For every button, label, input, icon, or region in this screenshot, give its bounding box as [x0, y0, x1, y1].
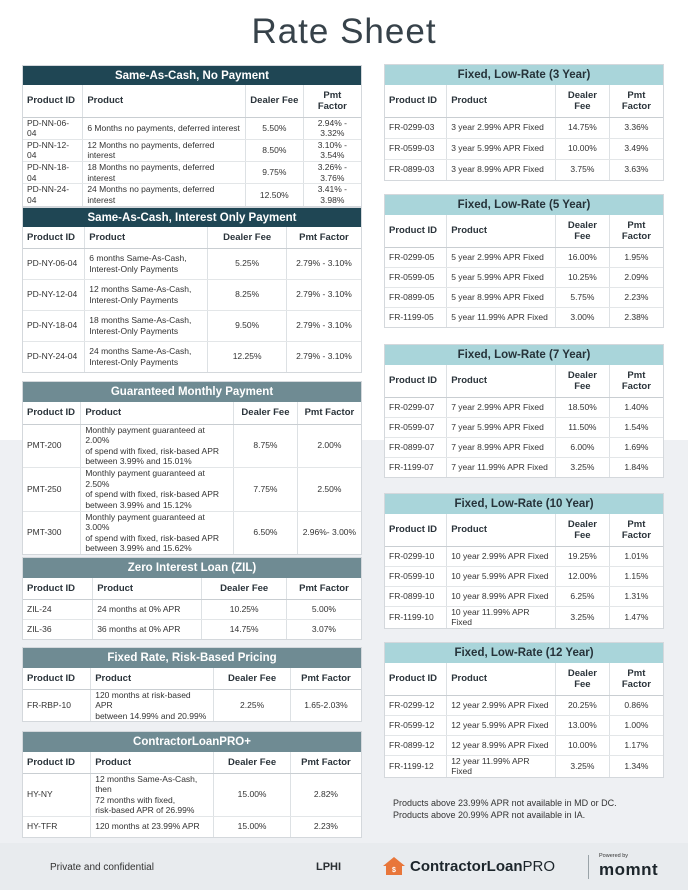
table-row — [23, 619, 361, 639]
header-row — [23, 668, 361, 689]
table-row — [23, 248, 361, 279]
table-row — [385, 755, 663, 777]
column-header: Product ID — [23, 578, 93, 599]
table-row — [385, 397, 663, 417]
product-cell: 7 year 5.99% APR Fixed — [447, 417, 556, 437]
dealer-fee-cell: 15.00% — [214, 773, 291, 817]
rate-table — [23, 578, 361, 639]
pmt-factor-cell: 1.17% — [609, 735, 663, 755]
product-id-cell: FR-0899-12 — [385, 735, 447, 755]
rate-table — [23, 752, 361, 837]
pmt-factor-cell: 3.10% - 3.54% — [303, 139, 361, 161]
table-row — [23, 817, 361, 837]
table-row — [385, 247, 663, 267]
product-cell: 6 months Same-As-Cash, Interest-Only Payments — [85, 248, 208, 279]
dealer-fee-cell: 5.75% — [556, 287, 610, 307]
table-row — [385, 586, 663, 606]
column-header: Pmt Factor — [609, 663, 663, 695]
pmt-factor-cell: 2.96%- 3.00% — [297, 511, 361, 554]
product-id-cell: PD-NY-24-04 — [27, 351, 78, 362]
product-id-cell: PD-NN-24-04 — [27, 184, 70, 205]
same-as-cash-no-payment-table — [22, 65, 362, 207]
powered-by-label: Powered by — [599, 853, 629, 859]
fixed-low-rate-10-year-table — [384, 493, 664, 629]
fixed-rate-risk-based-pricing-table — [22, 647, 362, 722]
pmt-factor-cell: 1.01% — [609, 546, 663, 566]
pmt-factor-cell: 2.00% — [297, 424, 361, 468]
dealer-fee-cell: 5.50% — [245, 117, 303, 139]
dealer-fee-cell: 6.50% — [234, 511, 298, 554]
pmt-factor-cell: 2.23% — [290, 817, 361, 837]
table-row — [23, 511, 361, 554]
dealer-fee-cell: 2.25% — [214, 689, 291, 721]
header-row — [385, 514, 663, 546]
product-cell: 12 months Same-As-Cash, Interest-Only Payments — [85, 279, 208, 310]
dealer-fee-cell: 8.75% — [234, 424, 298, 468]
pmt-factor-cell: 0.86% — [609, 695, 663, 715]
dealer-fee-cell: 8.50% — [245, 139, 303, 161]
note-line: Products above 23.99% APR not available in MD or DC. — [393, 798, 617, 808]
dealer-fee-cell: 14.75% — [202, 619, 286, 639]
rate-table — [23, 85, 361, 206]
dealer-fee-cell: 3.25% — [556, 457, 610, 477]
dealer-fee-cell: 12.25% — [208, 341, 287, 372]
product-id-cell: PMT-200 — [23, 424, 81, 468]
product-cell: 10 year 5.99% APR Fixed — [447, 566, 556, 586]
product-cell: 5 year 11.99% APR Fixed — [447, 307, 556, 327]
pmt-factor-cell: 3.07% — [286, 619, 361, 639]
header-row — [385, 663, 663, 695]
table-row — [23, 599, 361, 619]
header-row — [23, 402, 361, 424]
table-title: Fixed, Low-Rate (10 Year) — [385, 494, 663, 514]
table-title: Fixed, Low-Rate (7 Year) — [385, 345, 663, 365]
pmt-factor-cell: 1.15% — [609, 566, 663, 586]
column-header: Dealer Fee — [245, 85, 303, 117]
pmt-factor-cell: 2.23% — [609, 287, 663, 307]
column-header: Product ID — [385, 85, 447, 117]
product-id-cell: PMT-250 — [23, 468, 81, 512]
pmt-factor-cell: 2.09% — [609, 267, 663, 287]
product-id-cell: FR-1199-12 — [389, 760, 434, 771]
rate-table — [385, 514, 663, 628]
product-id-cell: PD-NY-12-04 — [23, 279, 85, 310]
table-row — [385, 307, 663, 327]
table-row — [23, 162, 361, 184]
product-cell: Monthly payment guaranteed at 2.50% of spend with fixed, risk-based APR between 3.99% and 15.12% — [81, 468, 234, 512]
dealer-fee-cell: 8.25% — [208, 279, 287, 310]
product-cell: 12 year 11.99% APR Fixed — [447, 755, 556, 777]
dealer-fee-cell: 12.00% — [556, 566, 610, 586]
product-cell: Monthly payment guaranteed at 2.00% of spend with fixed, risk-based APR between 3.99% and 15.01% — [81, 424, 234, 468]
product-cell: 5 year 8.99% APR Fixed — [447, 287, 556, 307]
confidential-label: Private and confidential — [50, 862, 154, 873]
contractorloanpro-table — [22, 731, 362, 838]
pmt-factor-cell: 1.65-2.03% — [290, 689, 361, 721]
column-header: Pmt Factor — [609, 514, 663, 546]
table-row — [23, 279, 361, 310]
product-cell: 5 year 5.99% APR Fixed — [447, 267, 556, 287]
pmt-factor-cell: 1.31% — [609, 586, 663, 606]
table-title: Fixed, Low-Rate (12 Year) — [385, 643, 663, 663]
product-cell: 120 months at 23.99% APR — [91, 817, 214, 837]
product-id-cell: HY-NY — [23, 773, 91, 817]
header-row — [385, 215, 663, 247]
table-row — [385, 159, 663, 180]
dealer-fee-cell: 19.25% — [556, 546, 610, 566]
product-cell: 24 months at 0% APR — [93, 599, 202, 619]
column-header: Pmt Factor — [290, 668, 361, 689]
column-header: Pmt Factor — [303, 85, 361, 117]
table-row — [385, 417, 663, 437]
column-header: Product — [83, 85, 246, 117]
pmt-factor-cell: 1.95% — [609, 247, 663, 267]
column-header: Product — [93, 578, 202, 599]
pmt-factor-cell: 1.34% — [609, 755, 663, 777]
product-id-cell: FR-0599-05 — [385, 267, 447, 287]
dealer-fee-cell: 16.00% — [556, 247, 610, 267]
column-header: Product — [81, 402, 234, 424]
column-header: Pmt Factor — [286, 578, 361, 599]
dealer-fee-cell: 10.25% — [202, 599, 286, 619]
column-header: Dealer Fee — [208, 227, 287, 248]
guaranteed-monthly-payment-table — [22, 381, 362, 555]
table-row — [385, 287, 663, 307]
rate-table — [23, 227, 361, 372]
dealer-fee-cell: 3.25% — [556, 606, 610, 628]
rate-table — [385, 663, 663, 777]
header-row — [23, 752, 361, 773]
house-logo-icon — [382, 856, 406, 876]
dealer-fee-cell: 7.75% — [234, 468, 298, 512]
product-cell: 5 year 2.99% APR Fixed — [447, 247, 556, 267]
table-title: Guaranteed Monthly Payment — [23, 382, 361, 402]
note-line: Products above 20.99% APR not available in IA. — [393, 810, 586, 820]
dealer-fee-cell: 12.50% — [245, 184, 303, 206]
product-cell: 18 Months no payments, deferred interest — [83, 162, 246, 184]
column-header: Product ID — [23, 668, 91, 689]
pmt-factor-cell: 1.40% — [609, 397, 663, 417]
column-header: Product — [447, 365, 556, 397]
pmt-factor-cell: 1.00% — [609, 715, 663, 735]
table-title: Same-As-Cash, No Payment — [23, 66, 361, 85]
svg-text:$: $ — [392, 867, 396, 874]
table-row — [385, 457, 663, 477]
product-cell: 3 year 5.99% APR Fixed — [447, 138, 556, 159]
column-header: Product — [447, 514, 556, 546]
table-row — [23, 184, 361, 206]
dealer-fee-cell: 9.75% — [245, 162, 303, 184]
dealer-fee-cell: 10.00% — [556, 138, 610, 159]
header-row — [23, 578, 361, 599]
table-title: Fixed Rate, Risk-Based Pricing — [23, 648, 361, 668]
table-row — [385, 138, 663, 159]
product-cell: 7 year 2.99% APR Fixed — [447, 397, 556, 417]
product-id-cell: FR-0599-03 — [385, 138, 447, 159]
product-cell: 12 year 8.99% APR Fixed — [447, 735, 556, 755]
product-id-cell: FR-1199-07 — [389, 461, 434, 472]
dealer-fee-cell: 13.00% — [556, 715, 610, 735]
pmt-factor-cell: 2.79% - 3.10% — [286, 248, 361, 279]
dealer-fee-cell: 3.75% — [556, 159, 610, 180]
table-title: Fixed, Low-Rate (3 Year) — [385, 65, 663, 85]
page-title: Rate Sheet — [251, 12, 437, 51]
dealer-fee-cell: 6.00% — [556, 437, 610, 457]
same-as-cash-interest-only-payment-table — [22, 207, 362, 373]
product-id-cell: FR-0899-10 — [385, 586, 447, 606]
dealer-fee-cell: 18.50% — [556, 397, 610, 417]
product-id-cell: FR-0899-03 — [389, 164, 435, 175]
column-header: Product ID — [385, 514, 447, 546]
lphi-logo: LPHI — [316, 861, 342, 873]
product-id-cell: PD-NN-06-04 — [23, 117, 83, 139]
dealer-fee-cell: 11.50% — [556, 417, 610, 437]
product-cell: 3 year 2.99% APR Fixed — [447, 117, 556, 138]
column-header: Product — [447, 663, 556, 695]
product-cell: 12 months Same-As-Cash, then 72 months with fixed, risk-based APR of 26.99% — [91, 773, 214, 817]
table-title: Same-As-Cash, Interest Only Payment — [23, 208, 361, 227]
table-row — [23, 310, 361, 341]
table-row — [385, 267, 663, 287]
product-cell: 24 months Same-As-Cash, Interest-Only Payments — [85, 341, 208, 372]
dealer-fee-cell: 3.00% — [556, 307, 610, 327]
product-id-cell: FR-0299-05 — [385, 247, 447, 267]
column-header: Product ID — [23, 227, 85, 248]
table-row — [23, 689, 361, 721]
product-cell: 18 months Same-As-Cash, Interest-Only Payments — [85, 310, 208, 341]
pmt-factor-cell: 2.79% - 3.10% — [286, 341, 361, 372]
fixed-low-rate-12-year-table — [384, 642, 664, 778]
brand-name: ContractorLoanPRO — [410, 857, 556, 875]
pmt-factor-cell: 3.63% — [609, 159, 663, 180]
pmt-factor-cell: 3.36% — [609, 117, 663, 138]
pmt-factor-cell: 3.26% - 3.76% — [303, 162, 361, 184]
column-header: Product ID — [385, 663, 447, 695]
table-row — [23, 139, 361, 161]
product-cell: 10 year 11.99% APR Fixed — [447, 606, 556, 628]
fixed-low-rate-7-year-table — [384, 344, 664, 478]
table-row — [385, 735, 663, 755]
availability-notes — [393, 797, 617, 821]
table-title: ContractorLoanPRO+ — [23, 732, 361, 752]
product-id-cell: FR-0899-07 — [385, 437, 447, 457]
pmt-factor-cell: 2.94% - 3.32% — [303, 117, 361, 139]
column-header: Pmt Factor — [609, 365, 663, 397]
rate-table — [385, 85, 663, 180]
product-id-cell: PMT-300 — [27, 527, 62, 538]
product-id-cell: ZIL-36 — [27, 623, 52, 634]
pmt-factor-cell: 2.82% — [290, 773, 361, 817]
table-row — [385, 117, 663, 138]
dealer-fee-cell: 20.25% — [556, 695, 610, 715]
product-cell: 10 year 2.99% APR Fixed — [447, 546, 556, 566]
pmt-factor-cell: 5.00% — [286, 599, 361, 619]
product-id-cell: FR-0599-10 — [385, 566, 447, 586]
pmt-factor-cell: 2.50% — [297, 468, 361, 512]
product-id-cell: FR-0899-05 — [385, 287, 447, 307]
dealer-fee-cell: 14.75% — [556, 117, 610, 138]
table-row — [385, 715, 663, 735]
column-header: Product — [447, 85, 556, 117]
column-header: Product ID — [23, 752, 91, 773]
pmt-factor-cell: 3.49% — [609, 138, 663, 159]
zero-interest-loan-zil-table — [22, 557, 362, 640]
fixed-low-rate-5-year-table — [384, 194, 664, 328]
product-id-cell: ZIL-24 — [23, 599, 93, 619]
product-id-cell: FR-0299-12 — [385, 695, 447, 715]
table-title: Fixed, Low-Rate (5 Year) — [385, 195, 663, 215]
column-header: Dealer Fee — [214, 752, 291, 773]
product-id-cell: PD-NN-18-04 — [23, 162, 83, 184]
product-cell: 12 Months no payments, deferred interest — [83, 139, 246, 161]
table-row — [385, 437, 663, 457]
column-header: Product ID — [385, 365, 447, 397]
dealer-fee-cell: 10.25% — [556, 267, 610, 287]
pmt-factor-cell: 2.79% - 3.10% — [286, 310, 361, 341]
momnt-logo: momnt — [599, 860, 659, 879]
column-header: Product ID — [23, 85, 83, 117]
product-id-cell: HY-TFR — [27, 821, 58, 832]
column-header: Product — [447, 215, 556, 247]
product-id-cell: FR-0299-03 — [385, 117, 447, 138]
rate-table — [385, 215, 663, 327]
dealer-fee-cell: 10.00% — [556, 735, 610, 755]
product-id-cell: FR-0599-07 — [385, 417, 447, 437]
table-row — [385, 606, 663, 628]
column-header: Product — [91, 752, 214, 773]
product-cell: 6 Months no payments, deferred interest — [83, 117, 246, 139]
column-header: Dealer Fee — [556, 215, 610, 247]
pmt-factor-cell: 2.79% - 3.10% — [286, 279, 361, 310]
product-id-cell: PD-NN-12-04 — [23, 139, 83, 161]
column-header: Pmt Factor — [297, 402, 361, 424]
column-header: Product ID — [385, 215, 447, 247]
column-header: Product ID — [23, 402, 81, 424]
product-cell: 24 Months no payments, deferred interest — [83, 184, 246, 206]
product-id-cell: FR-1199-05 — [389, 311, 434, 322]
column-header: Product — [85, 227, 208, 248]
footer — [0, 843, 688, 890]
pmt-factor-cell: 1.47% — [609, 606, 663, 628]
product-id-cell: FR-0299-10 — [385, 546, 447, 566]
product-cell: 7 year 11.99% APR Fixed — [447, 457, 556, 477]
product-cell: 10 year 8.99% APR Fixed — [447, 586, 556, 606]
pmt-factor-cell: 1.54% — [609, 417, 663, 437]
column-header: Dealer Fee — [234, 402, 298, 424]
table-title: Zero Interest Loan (ZIL) — [23, 558, 361, 578]
header-row — [23, 85, 361, 117]
product-id-cell: FR-1199-10 — [389, 611, 434, 622]
column-header: Pmt Factor — [609, 85, 663, 117]
product-cell: 7 year 8.99% APR Fixed — [447, 437, 556, 457]
logo-divider — [588, 855, 589, 879]
product-id-cell: FR-0299-07 — [385, 397, 447, 417]
table-row — [385, 566, 663, 586]
rate-table — [23, 402, 361, 554]
product-cell: 12 year 5.99% APR Fixed — [447, 715, 556, 735]
contractorloanpro-logo — [382, 856, 555, 876]
column-header: Dealer Fee — [556, 85, 610, 117]
column-header: Dealer Fee — [556, 663, 610, 695]
table-row — [23, 424, 361, 468]
column-header: Pmt Factor — [290, 752, 361, 773]
header-row — [23, 227, 361, 248]
product-cell: Monthly payment guaranteed at 3.00% of spend with fixed, risk-based APR between 3.99% and 15.62% — [81, 511, 234, 554]
pmt-factor-cell: 1.84% — [609, 457, 663, 477]
table-row — [23, 773, 361, 817]
table-row — [23, 117, 361, 139]
pmt-factor-cell: 2.38% — [609, 307, 663, 327]
product-cell: 3 year 8.99% APR Fixed — [447, 159, 556, 180]
product-id-cell: PD-NY-06-04 — [23, 248, 85, 279]
product-id-cell: FR-RBP-10 — [27, 700, 71, 711]
rate-table — [385, 365, 663, 477]
dealer-fee-cell: 9.50% — [208, 310, 287, 341]
column-header: Pmt Factor — [286, 227, 361, 248]
rate-table — [23, 668, 361, 721]
product-id-cell: PD-NY-18-04 — [23, 310, 85, 341]
header-row — [385, 85, 663, 117]
dealer-fee-cell: 6.25% — [556, 586, 610, 606]
header-row — [385, 365, 663, 397]
product-cell: 36 months at 0% APR — [93, 619, 202, 639]
dealer-fee-cell: 15.00% — [214, 817, 291, 837]
column-header: Dealer Fee — [556, 365, 610, 397]
fixed-low-rate-3-year-table — [384, 64, 664, 181]
column-header: Pmt Factor — [609, 215, 663, 247]
column-header: Dealer Fee — [556, 514, 610, 546]
table-row — [385, 695, 663, 715]
pmt-factor-cell: 1.69% — [609, 437, 663, 457]
dealer-fee-cell: 3.25% — [556, 755, 610, 777]
column-header: Dealer Fee — [202, 578, 286, 599]
pmt-factor-cell: 3.41% - 3.98% — [303, 184, 361, 206]
product-cell: 12 year 2.99% APR Fixed — [447, 695, 556, 715]
table-row — [385, 546, 663, 566]
dealer-fee-cell: 5.25% — [208, 248, 287, 279]
product-cell: 120 months at risk-based APR between 14.99% and 20.99% — [91, 689, 214, 721]
column-header: Dealer Fee — [214, 668, 291, 689]
column-header: Product — [91, 668, 214, 689]
product-id-cell: FR-0599-12 — [385, 715, 447, 735]
table-row — [23, 468, 361, 512]
table-row — [23, 341, 361, 372]
